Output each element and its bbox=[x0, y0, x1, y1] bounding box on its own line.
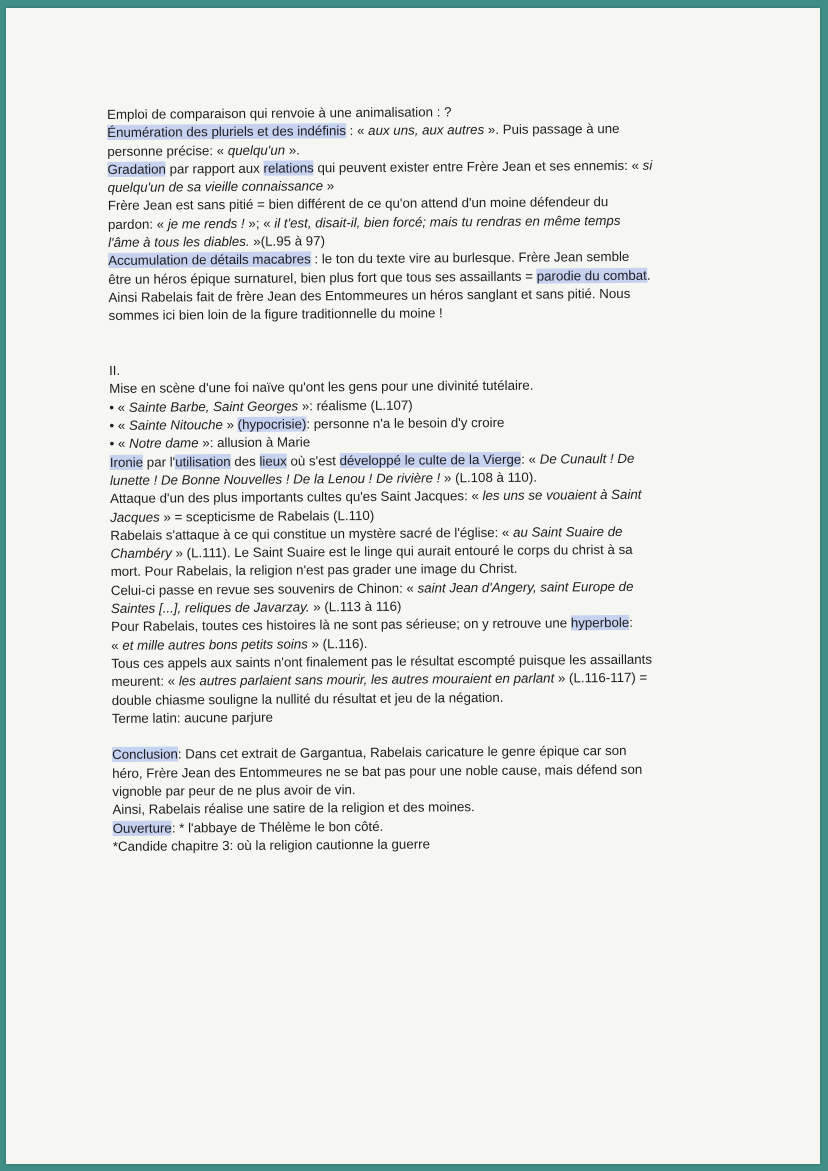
line-text: » bbox=[323, 178, 335, 194]
line-text: Pour Rabelais, toutes ces histoires là ne sont pas sérieuse; on y retrouve une bbox=[111, 615, 571, 635]
line-text: » (L.113 à 116) bbox=[309, 598, 402, 615]
highlight: (hypocrisie) bbox=[237, 416, 307, 433]
line-text: ». bbox=[285, 142, 300, 158]
line-text: *Candide chapitre 3: où la religion cautionne la guerre bbox=[112, 836, 430, 854]
line-text: Attaque d'un des plus importants cultes qu'es Saint Jacques: « bbox=[110, 488, 483, 507]
line-text: » (L.116). bbox=[307, 635, 368, 652]
line-text: : bbox=[629, 615, 633, 631]
line-text: ». Puis passage à une bbox=[484, 121, 620, 138]
line-text: Emploi de comparaison qui renvoie à une animalisation : ? bbox=[107, 104, 452, 122]
line-text: Rabelais s'attaque à ce qui constitue un mystère sacré de l'église: « bbox=[110, 524, 514, 543]
quotation: il t'est, disait-il, bien forcé; mais tu rendras en même temps bbox=[274, 212, 621, 231]
line-text: être un héros épique surnaturel, bien plus fort que tous ses assaillants = bbox=[108, 268, 537, 287]
line-text: Mise en scène d'une foi naïve qu'ont les gens pour une divinité tutélaire. bbox=[109, 378, 534, 397]
quotation: l'âme à tous les diables. bbox=[108, 233, 250, 251]
line-text: vignoble par peur de ne plus avoir de vin. bbox=[112, 782, 356, 799]
highlight: lieux bbox=[259, 453, 287, 469]
line-text: double chiasme souligne la nullité du résultat et jeu de la négation. bbox=[111, 689, 504, 708]
line-text: »(L.95 à 97) bbox=[249, 233, 326, 249]
line-text: par l' bbox=[143, 454, 176, 470]
line-text: « bbox=[111, 637, 123, 653]
quotation: je me rends ! bbox=[167, 215, 245, 232]
highlight: Ironie bbox=[109, 454, 144, 470]
line-text: Frère Jean est sans pitié = bien différent de ce qu'on attend d'un moine défendeur du bbox=[107, 194, 609, 214]
line-text: » bbox=[222, 417, 238, 433]
line-text: Ainsi, Rabelais réalise une satire de la religion et des moines. bbox=[112, 799, 475, 818]
line-text: » (L.111). Le Saint Suaire est le linge qui aurait entouré le corps du christ à sa bbox=[171, 542, 633, 561]
quotation: saint Jean d'Angery, saint Europe de bbox=[417, 578, 634, 596]
quotation: et mille autres bons petits soins bbox=[122, 636, 308, 653]
line-text: »; « bbox=[244, 215, 275, 231]
line-text: »: allusion à Marie bbox=[198, 434, 311, 451]
paper-sheet bbox=[6, 8, 820, 1164]
quotation: quelqu'un de sa vieille connaissance bbox=[107, 178, 324, 196]
highlight: utilisation bbox=[175, 453, 231, 470]
line-text: pardon: « bbox=[107, 216, 168, 232]
line-text: sommes ici bien loin de la figure traditionnelle du moine ! bbox=[108, 305, 443, 324]
quotation: Saintes [...], reliques de Javarzay. bbox=[110, 599, 310, 616]
highlight: Accumulation de détails macabres bbox=[108, 251, 311, 269]
line-text: personne précise: « bbox=[107, 142, 228, 159]
quotation: au Saint Suaire de bbox=[513, 523, 623, 540]
highlight: hyperbole bbox=[570, 615, 630, 631]
line-text: . bbox=[646, 267, 651, 283]
quotation: si bbox=[642, 157, 653, 173]
line-text: par rapport aux bbox=[165, 160, 264, 177]
highlight: Conclusion bbox=[112, 746, 178, 763]
line-text: : « bbox=[521, 451, 540, 467]
line-text: des bbox=[230, 453, 260, 469]
line-text: : * l'abbaye de Thélème le bon côté. bbox=[171, 818, 384, 836]
quotation: quelqu'un bbox=[227, 142, 286, 158]
quotation: les autres parlaient sans mourir, les autres mouraient en parlant bbox=[178, 670, 555, 689]
line-text: • « bbox=[109, 399, 129, 415]
highlight: Gradation bbox=[107, 161, 166, 177]
line-text: : personne n'a le besoin d'y croire bbox=[306, 414, 505, 432]
line-text: : « bbox=[345, 123, 369, 139]
highlight: relations bbox=[263, 160, 314, 176]
line-text: • « bbox=[109, 417, 130, 434]
highlight: développé le culte de la Vierge bbox=[339, 451, 522, 468]
quotation: les uns se vouaient à Saint bbox=[482, 487, 642, 504]
quotation: Sainte Barbe, Saint Georges bbox=[128, 398, 299, 415]
line-text: héro, Frère Jean des Entommeures ne se bat pas pour une noble cause, mais défend son bbox=[112, 761, 643, 781]
line-text: » = scepticisme de Rabelais (L.110) bbox=[159, 507, 375, 525]
line-text: où s'est bbox=[286, 452, 340, 469]
line-text: qui peuvent exister entre Frère Jean et ses ennemis: « bbox=[313, 157, 643, 176]
line-text: Celui-ci passe en revue ses souvenirs de Chinon: « bbox=[110, 580, 418, 598]
line-text: Terme latin: aucune parjure bbox=[111, 709, 274, 726]
line-text: »: réalisme (L.107) bbox=[298, 397, 413, 414]
highlight: parodie du combat bbox=[536, 267, 647, 284]
line-text: • « bbox=[109, 436, 130, 452]
heading-text: II. bbox=[109, 363, 121, 379]
quotation: Notre dame bbox=[129, 435, 199, 452]
quotation: Jacques bbox=[110, 509, 160, 525]
line-text: : Dans cet extrait de Gargantua, Rabelais caricature le genre épique car son bbox=[177, 743, 627, 762]
highlight: Ouverture bbox=[112, 820, 172, 836]
line-text: » (L.116-117) = bbox=[554, 669, 648, 686]
line-text: Ainsi Rabelais fait de frère Jean des Entommeures un héros sanglant et sans pitié. Nous bbox=[108, 285, 631, 305]
line-text: mort. Pour Rabelais, la religion n'est pas grader une image du Christ. bbox=[110, 561, 518, 580]
line-text: » (L.108 à 110). bbox=[440, 469, 537, 486]
quotation: aux uns, aux autres bbox=[368, 122, 485, 139]
handout-text bbox=[107, 101, 728, 856]
line-text: : le ton du texte vire au burlesque. Frère Jean semble bbox=[310, 249, 630, 267]
line-text: meurent: « bbox=[111, 673, 179, 690]
line-text: Tous ces appels aux saints n'ont finalement pas le résultat escompté puisque les assaillants bbox=[111, 651, 653, 671]
quotation: lunette ! De Bonne Nouvelles ! De la Lenou ! De rivière ! bbox=[109, 470, 441, 488]
quotation: Chambéry bbox=[110, 545, 172, 562]
quotation: De Cunault ! De bbox=[539, 450, 635, 467]
quotation: Sainte Nitouche bbox=[128, 417, 223, 433]
highlight: Énumération des pluriels et des indéfinis bbox=[107, 123, 347, 141]
text-line bbox=[113, 833, 728, 856]
